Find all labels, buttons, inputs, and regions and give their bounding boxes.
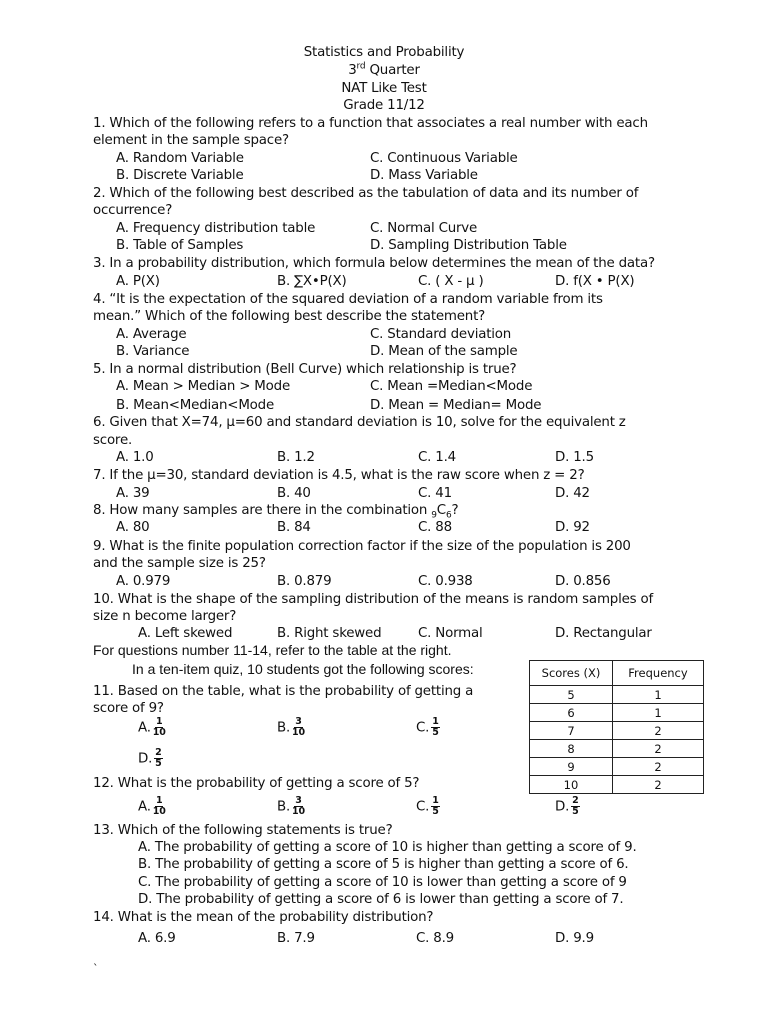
q12-choice-c: C. $\frac{1}{5}$ (416, 795, 439, 817)
q13-choice-a: A. The probability of getting a score of 10 is higher than getting a score of 9. (138, 840, 637, 855)
frequency-cell: 1 (613, 686, 704, 704)
table-instruction: For questions number 11-14, refer to the table at the right. (93, 642, 452, 658)
q12-choice-d: D. $\frac{2}{5}$ (555, 795, 579, 817)
q8-choice-a: A. 80 (116, 520, 150, 535)
q7-choice-c: C. 41 (418, 486, 452, 501)
q1-choice-b: B. Discrete Variable (116, 168, 244, 183)
q3-choice-d: D. f(X • P(X) (555, 274, 635, 289)
q2-choice-a: A. Frequency distribution table (116, 221, 316, 236)
column-header-scores: Scores (X) (530, 661, 613, 686)
table-row (530, 776, 704, 794)
table-context: In a ten-item quiz, 10 students got the following scores: (132, 661, 474, 677)
q11-choice-c: C. $\frac{1}{5}$ (416, 716, 439, 738)
frequency-cell: 1 (613, 704, 704, 722)
q13-choice-c: C. The probability of getting a score of 10 is lower than getting a score of 9 (138, 875, 627, 890)
doc-title: Statistics and Probability (303, 45, 465, 60)
q9-choice-a: A. 0.979 (116, 574, 171, 589)
q8-choice-b: B. 84 (277, 520, 311, 535)
question-9-line1: 9. What is the finite population correction factor if the size of the population is 200 (93, 539, 631, 554)
q7-choice-a: A. 39 (116, 486, 150, 501)
question-2-line1: 2. Which of the following best described as the tabulation of data and its number of (93, 186, 639, 201)
table-row (530, 740, 704, 758)
q11-choice-d: D. $\frac{2}{5}$ (138, 747, 162, 769)
score-cell: 7 (530, 722, 613, 740)
frequency-cell: 2 (613, 722, 704, 740)
q5-choice-c: C. Mean =Median<Mode (370, 379, 533, 394)
score-cell: 9 (530, 758, 613, 776)
q9-choice-d: D. 0.856 (555, 574, 611, 589)
q10-choice-a: A. Left skewed (138, 626, 233, 641)
q1-choice-c: C. Continuous Variable (370, 151, 518, 166)
question-6-line2: score. (93, 433, 133, 448)
question-9-line2: and the sample size is 25? (93, 556, 266, 571)
q3-choice-a: A. P(X) (116, 274, 160, 289)
q4-choice-d: D. Mean of the sample (370, 344, 518, 359)
q5-choice-a: A. Mean > Median > Mode (116, 379, 290, 394)
q12-choice-a: A. $\frac{1}{10}$ (138, 795, 166, 817)
q10-choice-b: B. Right skewed (277, 626, 382, 641)
doc-test-name: NAT Like Test (341, 81, 427, 96)
question-6-line1: 6. Given that X=74, μ=60 and standard deviation is 10, solve for the equivalent z (93, 415, 626, 430)
q7-choice-d: D. 42 (555, 486, 590, 501)
q14-choice-b: B. 7.9 (277, 931, 315, 946)
question-4-line1: 4. “It is the expectation of the squared deviation of a random variable from its (93, 292, 603, 307)
question-3-line1: 3. In a probability distribution, which formula below determines the mean of the data? (93, 256, 655, 271)
q6-choice-b: B. 1.2 (277, 450, 315, 465)
q8-choice-c: C. 88 (418, 520, 452, 535)
q2-choice-d: D. Sampling Distribution Table (370, 238, 567, 253)
q10-choice-c: C. Normal (418, 626, 483, 641)
q8-choice-d: D. 92 (555, 520, 590, 535)
q2-choice-c: C. Normal Curve (370, 221, 478, 236)
doc-quarter: 3rd Quarter (348, 61, 420, 78)
q4-choice-c: C. Standard deviation (370, 327, 512, 342)
scores-frequency-table (529, 660, 704, 794)
q1-choice-a: A. Random Variable (116, 151, 244, 166)
table-header-row (530, 661, 704, 686)
table-row (530, 704, 704, 722)
question-11-line2: score of 9? (93, 701, 164, 716)
question-7-line1: 7. If the μ=30, standard deviation is 4.5, what is the raw score when z = 2? (93, 468, 585, 483)
q1-choice-d: D. Mass Variable (370, 168, 478, 183)
q2-choice-b: B. Table of Samples (116, 238, 244, 253)
score-cell: 8 (530, 740, 613, 758)
q7-choice-b: B. 40 (277, 486, 311, 501)
score-cell: 10 (530, 776, 613, 794)
stray-mark: ` (93, 962, 99, 975)
frequency-cell: 2 (613, 776, 704, 794)
frequency-cell: 2 (613, 740, 704, 758)
score-cell: 5 (530, 686, 613, 704)
question-12-line1: 12. What is the probability of getting a score of 5? (93, 776, 420, 791)
question-10-line1: 10. What is the shape of the sampling distribution of the means is random samples of (93, 592, 653, 607)
q14-choice-c: C. 8.9 (416, 931, 454, 946)
q14-choice-a: A. 6.9 (138, 931, 176, 946)
q5-choice-d: D. Mean = Median= Mode (370, 398, 542, 413)
table-row (530, 758, 704, 776)
score-cell: 6 (530, 704, 613, 722)
q3-choice-c: C. ( X - μ ) (418, 274, 484, 289)
q10-choice-d: D. Rectangular (555, 626, 652, 641)
q4-choice-a: A. Average (116, 327, 187, 342)
q5-choice-b: B. Mean<Median<Mode (116, 398, 275, 413)
question-14-line1: 14. What is the mean of the probability distribution? (93, 910, 434, 925)
question-1-line1: 1. Which of the following refers to a function that associates a real number with each (93, 116, 648, 131)
doc-grade: Grade 11/12 (343, 98, 425, 113)
table-row (530, 722, 704, 740)
q13-choice-b: B. The probability of getting a score of 5 is higher than getting a score of 6. (138, 857, 629, 872)
q3-choice-b: B. ∑X•P(X) (277, 274, 347, 289)
question-4-line2: mean.” Which of the following best describe the statement? (93, 309, 486, 324)
question-5-line1: 5. In a normal distribution (Bell Curve) which relationship is true? (93, 362, 517, 377)
q14-choice-d: D. 9.9 (555, 931, 594, 946)
question-8-line1: 8. How many samples are there in the combination $_9C_6$? (93, 503, 459, 521)
q11-choice-b: B. $\frac{3}{10}$ (277, 716, 305, 738)
q4-choice-b: B. Variance (116, 344, 190, 359)
q11-choice-a: A. $\frac{1}{10}$ (138, 716, 166, 738)
column-header-frequency: Frequency (613, 661, 704, 686)
question-13-line1: 13. Which of the following statements is true? (93, 823, 393, 838)
question-11-line1: 11. Based on the table, what is the probability of getting a (93, 684, 474, 699)
frequency-cell: 2 (613, 758, 704, 776)
q6-choice-c: C. 1.4 (418, 450, 456, 465)
q13-choice-d: D. The probability of getting a score of 6 is lower than getting a score of 7. (138, 892, 624, 907)
table-row (530, 686, 704, 704)
question-1-line2: element in the sample space? (93, 133, 289, 148)
q6-choice-a: A. 1.0 (116, 450, 154, 465)
q9-choice-b: B. 0.879 (277, 574, 332, 589)
q12-choice-b: B. $\frac{3}{10}$ (277, 795, 305, 817)
question-2-line2: occurrence? (93, 203, 173, 218)
q6-choice-d: D. 1.5 (555, 450, 594, 465)
q9-choice-c: C. 0.938 (418, 574, 473, 589)
question-10-line2: size n become larger? (93, 609, 237, 624)
